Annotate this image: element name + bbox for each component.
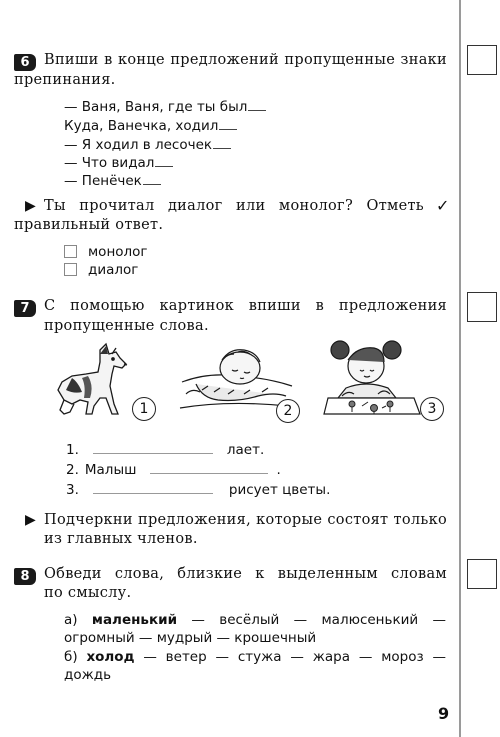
- answer-blank[interactable]: [93, 493, 213, 494]
- answer-blank[interactable]: [248, 110, 266, 111]
- subtask-arrow-icon: ▶: [25, 198, 36, 214]
- task6-subtask-line1: Ты прочитал диалог или монолог? Отметь: [44, 198, 424, 214]
- task8-a-line2: огромный — мудрый — крошечный: [64, 630, 317, 646]
- poem-line-5: — Пенёчек: [64, 173, 161, 189]
- task7-instruction-line1: С помощью картинок впиши в предложения: [44, 298, 447, 314]
- answer-blank[interactable]: [155, 166, 173, 167]
- girl-drawing-illustration: [322, 336, 422, 420]
- sentence-2: 2. Малыш .: [66, 462, 281, 478]
- answer-box-task6[interactable]: [467, 45, 497, 75]
- checkmark-icon: ✓: [436, 196, 450, 215]
- task8-b-line2: дождь: [64, 667, 112, 683]
- checkbox-dialog[interactable]: [64, 263, 77, 276]
- task8-b-line1: б) холод — ветер — стужа — жара — мороз —: [64, 649, 446, 665]
- task8-a-line1: а) маленький — весёлый — малюсенький —: [64, 612, 447, 628]
- picture-number-2: 2: [276, 399, 300, 423]
- task7-subtask-line2: из главных членов.: [44, 531, 198, 547]
- answer-blank[interactable]: [93, 453, 213, 454]
- answer-box-task8[interactable]: [467, 559, 497, 589]
- picture-number-1: 1: [132, 397, 156, 421]
- task6-subtask-line2: правильный ответ.: [14, 217, 164, 233]
- page-number: 9: [438, 704, 450, 723]
- poem-line-3: — Я ходил в лесочек: [64, 137, 231, 153]
- highlighted-word-a: маленький: [91, 612, 178, 628]
- answer-blank[interactable]: [219, 129, 237, 130]
- poem-line-2: Куда, Ванечка, ходил: [64, 118, 237, 134]
- option-dialog-label: диалог: [88, 262, 139, 278]
- task7-instruction-line2: пропущенные слова.: [44, 318, 209, 334]
- sentence-1: 1. лает.: [66, 442, 265, 458]
- option-monolog-label: монолог: [88, 244, 148, 260]
- picture-number-3: 3: [420, 397, 444, 421]
- task8-instruction-line2: по смыслу.: [44, 585, 132, 601]
- highlighted-word-b: холод: [86, 649, 135, 665]
- dog-illustration: [52, 342, 142, 422]
- task7-subtask-line1: Подчеркни предложения, которые состоят только: [44, 512, 447, 528]
- task7-number-badge: 7: [14, 300, 36, 317]
- sentence-3: 3. рисует цветы.: [66, 482, 331, 498]
- answer-blank[interactable]: [143, 184, 161, 185]
- task8-number-badge: 8: [14, 568, 36, 585]
- checkbox-monolog[interactable]: [64, 245, 77, 258]
- task6-instruction-line2: препинания.: [14, 72, 116, 88]
- answer-blank[interactable]: [150, 473, 268, 474]
- answer-blank[interactable]: [213, 148, 231, 149]
- margin-line: [459, 0, 461, 737]
- poem-line-4: — Что видал: [64, 155, 173, 171]
- answer-box-task7[interactable]: [467, 292, 497, 322]
- poem-line-1: — Ваня, Ваня, где ты был: [64, 99, 266, 115]
- task6-instruction-line1: Впиши в конце предложений пропущенные знаки: [44, 52, 447, 68]
- task8-instruction-line1: Обведи слова, близкие к выделенным словам: [44, 566, 447, 582]
- subtask-arrow-icon: ▶: [25, 512, 36, 528]
- task6-number-badge: 6: [14, 54, 36, 71]
